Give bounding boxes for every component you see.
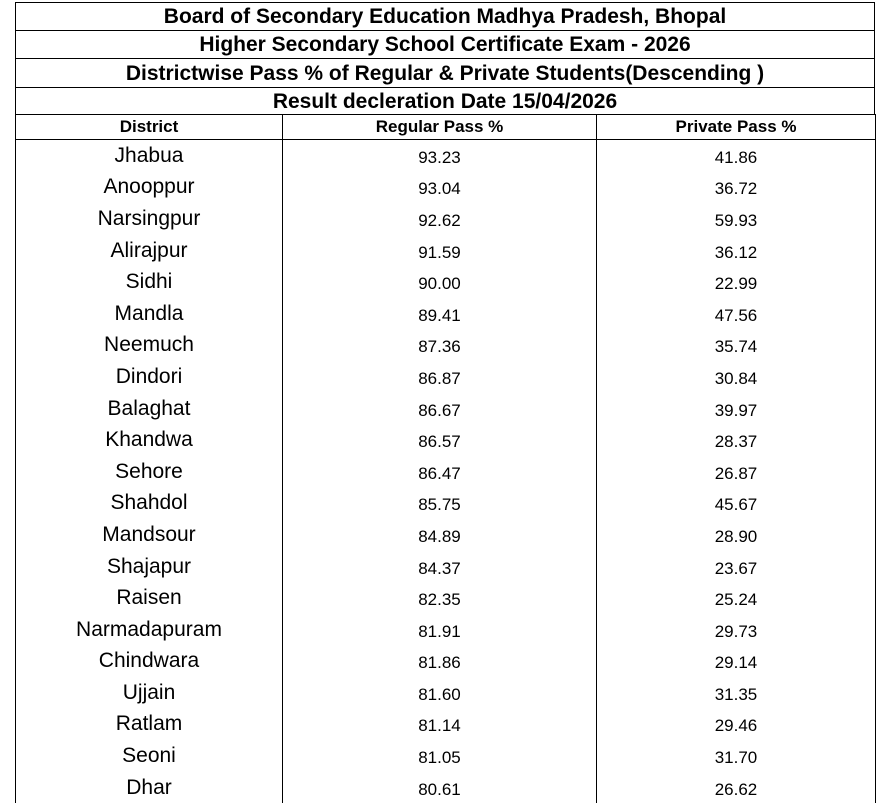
table-row [16, 235, 876, 267]
table-row [16, 330, 876, 362]
private-pass-cell: 35.74 [597, 330, 876, 362]
regular-pass-cell: 86.47 [283, 456, 597, 488]
result-sheet [15, 2, 875, 803]
table-row [16, 519, 876, 551]
table-row [16, 740, 876, 772]
district-cell: Mandla [16, 298, 283, 330]
private-pass-cell: 36.72 [597, 172, 876, 204]
district-cell: Shahdol [16, 488, 283, 520]
regular-pass-cell: 81.05 [283, 740, 597, 772]
private-pass-cell: 45.67 [597, 488, 876, 520]
regular-pass-cell: 82.35 [283, 582, 597, 614]
table-row [16, 677, 876, 709]
regular-pass-cell: 81.14 [283, 709, 597, 741]
private-pass-cell: 25.24 [597, 582, 876, 614]
private-pass-cell: 47.56 [597, 298, 876, 330]
table-header-row [16, 115, 876, 140]
regular-pass-cell: 84.37 [283, 551, 597, 583]
district-cell: Mandsour [16, 519, 283, 551]
regular-pass-cell: 90.00 [283, 266, 597, 298]
private-pass-cell: 22.99 [597, 266, 876, 298]
private-pass-cell: 23.67 [597, 551, 876, 583]
regular-pass-column-header: Regular Pass % [283, 115, 597, 140]
regular-pass-cell: 85.75 [283, 488, 597, 520]
table-row [16, 709, 876, 741]
district-cell: Balaghat [16, 393, 283, 425]
private-pass-cell: 26.62 [597, 772, 876, 803]
district-cell: Neemuch [16, 330, 283, 362]
table-row [16, 488, 876, 520]
table-row [16, 140, 876, 172]
result-date: Result decleration Date 15/04/2026 [15, 87, 875, 114]
table-row [16, 266, 876, 298]
district-cell: Anooppur [16, 172, 283, 204]
regular-pass-cell: 86.87 [283, 361, 597, 393]
district-cell: Jhabua [16, 140, 283, 172]
table-row [16, 393, 876, 425]
regular-pass-cell: 84.89 [283, 519, 597, 551]
district-cell: Alirajpur [16, 235, 283, 267]
table-row [16, 772, 876, 803]
district-cell: Sehore [16, 456, 283, 488]
private-pass-column-header: Private Pass % [597, 115, 876, 140]
private-pass-cell: 28.37 [597, 424, 876, 456]
table-subtitle: Districtwise Pass % of Regular & Private Students(Descending ) [15, 58, 875, 87]
regular-pass-cell: 89.41 [283, 298, 597, 330]
regular-pass-cell: 93.23 [283, 140, 597, 172]
pass-percentage-table [15, 114, 876, 803]
private-pass-cell: 29.14 [597, 646, 876, 678]
regular-pass-cell: 81.86 [283, 646, 597, 678]
district-cell: Raisen [16, 582, 283, 614]
table-body [16, 140, 876, 803]
district-cell: Khandwa [16, 424, 283, 456]
table-row [16, 361, 876, 393]
table-row [16, 614, 876, 646]
table-row [16, 203, 876, 235]
private-pass-cell: 31.35 [597, 677, 876, 709]
district-cell: Ujjain [16, 677, 283, 709]
private-pass-cell: 28.90 [597, 519, 876, 551]
regular-pass-cell: 81.60 [283, 677, 597, 709]
district-cell: Shajapur [16, 551, 283, 583]
district-cell: Chindwara [16, 646, 283, 678]
district-column-header: District [16, 115, 283, 140]
regular-pass-cell: 86.57 [283, 424, 597, 456]
private-pass-cell: 41.86 [597, 140, 876, 172]
regular-pass-cell: 80.61 [283, 772, 597, 803]
district-cell: Narmadapuram [16, 614, 283, 646]
district-cell: Seoni [16, 740, 283, 772]
regular-pass-cell: 87.36 [283, 330, 597, 362]
district-cell: Dhar [16, 772, 283, 803]
table-row [16, 582, 876, 614]
table-row [16, 298, 876, 330]
district-cell: Narsingpur [16, 203, 283, 235]
regular-pass-cell: 86.67 [283, 393, 597, 425]
regular-pass-cell: 92.62 [283, 203, 597, 235]
exam-title: Higher Secondary School Certificate Exam - 2026 [15, 30, 875, 58]
private-pass-cell: 39.97 [597, 393, 876, 425]
private-pass-cell: 31.70 [597, 740, 876, 772]
table-row [16, 456, 876, 488]
district-cell: Sidhi [16, 266, 283, 298]
district-cell: Ratlam [16, 709, 283, 741]
table-row [16, 551, 876, 583]
private-pass-cell: 29.46 [597, 709, 876, 741]
private-pass-cell: 59.93 [597, 203, 876, 235]
board-title: Board of Secondary Education Madhya Pradesh, Bhopal [15, 2, 875, 30]
private-pass-cell: 36.12 [597, 235, 876, 267]
regular-pass-cell: 93.04 [283, 172, 597, 204]
table-row [16, 424, 876, 456]
regular-pass-cell: 81.91 [283, 614, 597, 646]
table-row [16, 172, 876, 204]
private-pass-cell: 29.73 [597, 614, 876, 646]
regular-pass-cell: 91.59 [283, 235, 597, 267]
table-row [16, 646, 876, 678]
private-pass-cell: 30.84 [597, 361, 876, 393]
district-cell: Dindori [16, 361, 283, 393]
private-pass-cell: 26.87 [597, 456, 876, 488]
